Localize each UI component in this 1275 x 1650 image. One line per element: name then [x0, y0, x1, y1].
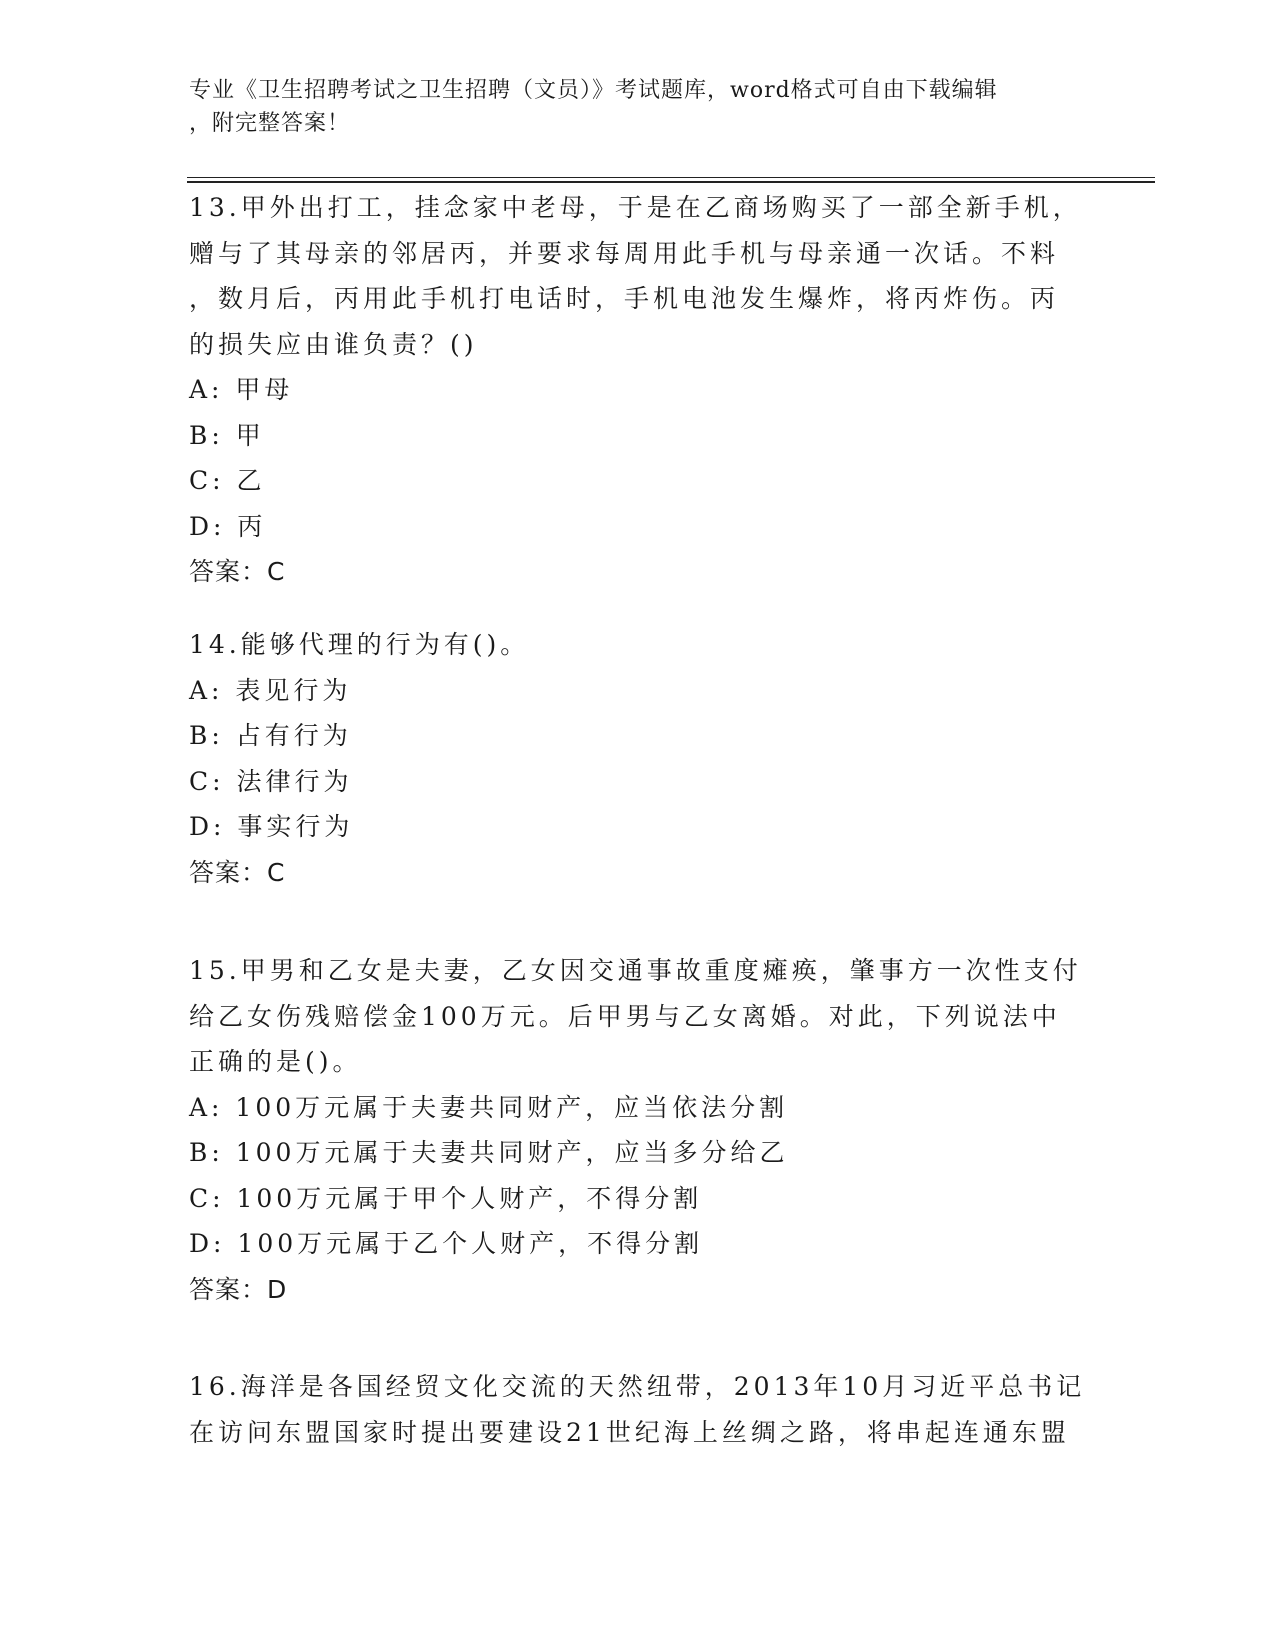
- question-stem-line: 正确的是()。: [189, 1047, 362, 1076]
- question-stem-line: 13.甲外出打工，挂念家中老母，于是在乙商场购买了一部全新手机，: [189, 193, 1082, 222]
- option-a: A: 100万元属于夫妻共同财产，应当依法分割: [189, 1092, 789, 1122]
- header-line-2: ，附完整答案！: [189, 111, 351, 136]
- header-rule-thin: [187, 177, 1155, 178]
- question-stem-line: 的损失应由谁负责？(): [189, 329, 478, 359]
- option-a: A: 表见行为: [189, 675, 352, 705]
- option-c: C: 乙: [189, 466, 266, 495]
- answer-line: 答案：D: [189, 1274, 288, 1304]
- question-stem-line: 15.甲男和乙女是夫妻，乙女因交通事故重度瘫痪，肇事方一次性支付: [189, 956, 1082, 985]
- option-d: D: 100万元属于乙个人财产，不得分割: [189, 1229, 704, 1258]
- question-stem-line: 在访问东盟国家时提出要建设21世纪海上丝绸之路，将串起连通东盟: [189, 1417, 1070, 1447]
- option-b: B: 100万元属于夫妻共同财产，应当多分给乙: [189, 1138, 789, 1167]
- question-13: [189, 185, 1089, 595]
- option-d: D: 丙: [189, 511, 267, 541]
- question-stem-line: 14.能够代理的行为有()。: [189, 630, 530, 659]
- question-16: [189, 1364, 1089, 1455]
- option-c: C: 法律行为: [189, 766, 353, 796]
- header-rule-thick: [187, 181, 1155, 183]
- option-b: B: 占有行为: [189, 721, 352, 750]
- answer-line: 答案：C: [189, 857, 286, 887]
- option-b: B: 甲: [189, 420, 265, 450]
- question-stem-line: ，数月后，丙用此手机打电话时，手机电池发生爆炸，将丙炸伤。丙: [189, 284, 1060, 313]
- option-a: A: 甲母: [189, 375, 294, 404]
- question-stem-line: 给乙女伤残赔偿金100万元。后甲男与乙女离婚。对此，下列说法中: [189, 1001, 1061, 1031]
- question-15: [189, 948, 1089, 1312]
- page-header: [189, 74, 1069, 140]
- option-c: C: 100万元属于甲个人财产，不得分割: [189, 1183, 703, 1213]
- answer-line: 答案：C: [189, 557, 286, 586]
- header-line-1: 专业《卫生招聘考试之卫生招聘（文员）》考试题库，word格式可自由下载编辑: [189, 78, 998, 103]
- question-14: [189, 622, 1089, 895]
- question-stem-line: 16.海洋是各国经贸文化交流的天然纽带，2013年10月习近平总书记: [189, 1372, 1086, 1401]
- option-d: D: 事实行为: [189, 812, 354, 841]
- question-stem-line: 赠与了其母亲的邻居丙，并要求每周用此手机与母亲通一次话。不料: [189, 238, 1060, 268]
